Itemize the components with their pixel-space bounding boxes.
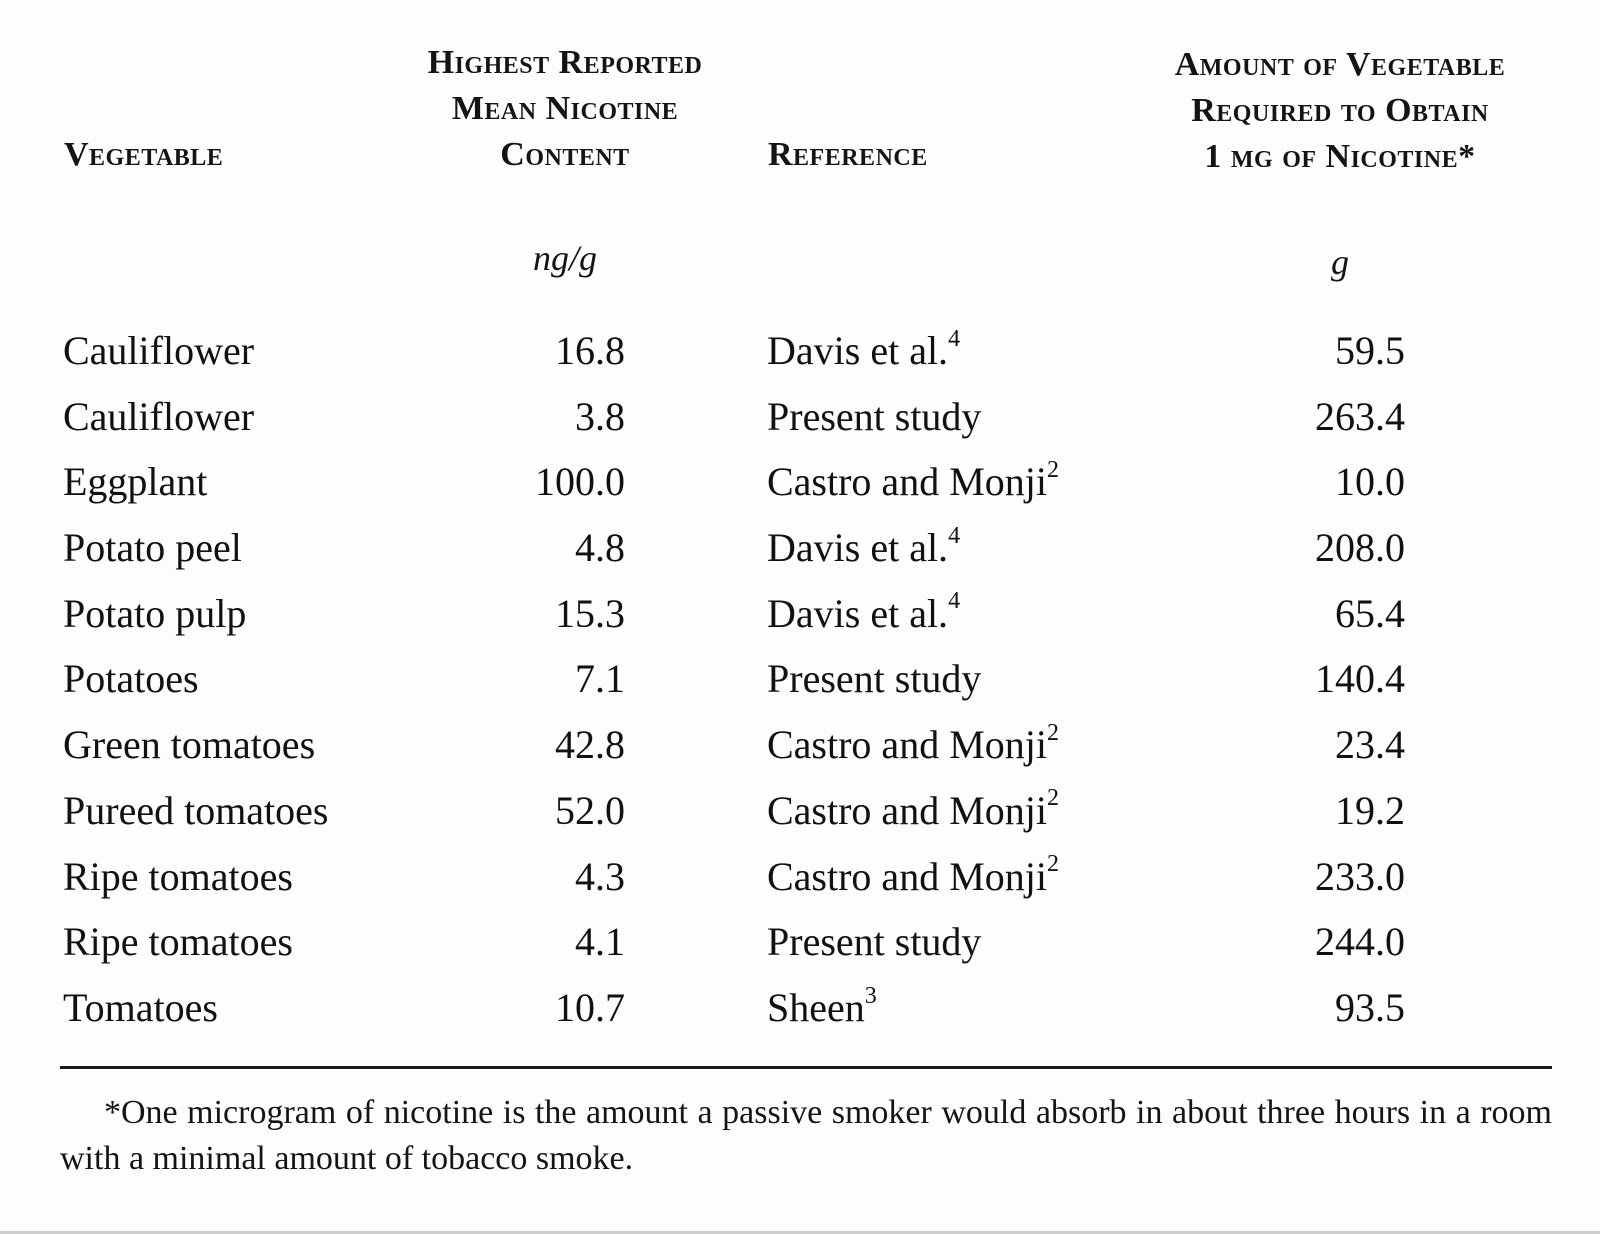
reference-footnote-number: 2 — [1046, 785, 1059, 812]
cell-amount-required: 263.4 — [1315, 393, 1405, 439]
reference-text: Davis et al. — [767, 328, 949, 373]
cell-reference — [767, 975, 877, 1041]
table-row — [0, 449, 1600, 515]
cell-reference — [767, 909, 981, 975]
reference-footnote-number: 2 — [1046, 719, 1059, 746]
reference-footnote-number: 4 — [948, 522, 961, 549]
reference-text: Castro and Monji — [767, 722, 1047, 768]
cell-nicotine-content: 4.1 — [575, 919, 625, 965]
unit-content: ng/g — [532, 238, 597, 278]
cell-nicotine-content: 52.0 — [555, 787, 625, 833]
reference-text: Davis et al. — [767, 525, 949, 571]
header-vegetable-line: Vegetable — [64, 136, 224, 173]
header-nicotine-content — [400, 40, 730, 178]
table-row — [0, 712, 1600, 778]
header-reference-line: Reference — [768, 136, 928, 173]
cell-amount-required: 233.0 — [1315, 853, 1405, 899]
table-row — [0, 318, 1600, 384]
table-row — [0, 581, 1600, 647]
cell-nicotine-content: 100.0 — [535, 459, 625, 505]
cell-vegetable: Potatoes — [63, 656, 199, 702]
reference-footnote-number: 2 — [1046, 457, 1059, 484]
cell-vegetable: Potato pulp — [63, 590, 247, 636]
cell-nicotine-content: 42.8 — [555, 722, 625, 768]
reference-footnote-number: 3 — [864, 982, 877, 1009]
cell-nicotine-content: 4.8 — [575, 525, 625, 571]
cell-nicotine-content: 15.3 — [555, 590, 625, 636]
cell-reference — [767, 581, 960, 647]
reference-footnote-number: 2 — [1046, 851, 1059, 878]
cell-reference — [767, 844, 1059, 910]
reference-text: Sheen — [767, 984, 865, 1030]
reference-text: Castro and Monji — [767, 787, 1047, 833]
cell-vegetable: Pureed tomatoes — [63, 787, 329, 833]
reference-text: Present study — [767, 919, 982, 965]
cell-vegetable: Ripe tomatoes — [63, 853, 293, 899]
header-content-line-3: Content — [500, 136, 630, 173]
cell-reference — [767, 449, 1059, 515]
header-amount-required — [1130, 42, 1550, 180]
reference-text: Castro and Monji — [767, 459, 1047, 505]
cell-nicotine-content: 3.8 — [575, 393, 625, 439]
reference-text: Present study — [767, 656, 982, 702]
cell-amount-required: 244.0 — [1315, 919, 1405, 965]
footnote: *One microgram of nicotine is the amount a passive smoker would absorb in about three hours in a room with a minimal amount of tobacco smoke. — [60, 1094, 1552, 1177]
header-content-line-1: Highest Reported — [427, 44, 703, 81]
table-row — [0, 844, 1600, 910]
reference-text: Davis et al. — [767, 590, 949, 636]
cell-amount-required: 208.0 — [1315, 525, 1405, 571]
cell-vegetable: Potato peel — [63, 525, 242, 571]
header-reference — [768, 132, 928, 178]
cell-nicotine-content: 16.8 — [555, 328, 625, 373]
table-row — [0, 646, 1600, 712]
cell-vegetable: Green tomatoes — [63, 722, 316, 768]
header-amount-line-3: 1 µg of Nicotine* — [1204, 138, 1476, 175]
cell-reference — [767, 515, 960, 581]
unit-amount: g — [1331, 242, 1349, 282]
header-amount-line-2: Required to Obtain — [1191, 92, 1489, 129]
cell-nicotine-content: 10.7 — [555, 984, 625, 1030]
cell-vegetable: Ripe tomatoes — [63, 919, 293, 965]
cell-nicotine-content: 7.1 — [575, 656, 625, 702]
cell-amount-required: 140.4 — [1315, 656, 1405, 702]
cell-amount-required: 93.5 — [1335, 984, 1405, 1030]
reference-text: Present study — [767, 393, 982, 439]
table-row — [0, 909, 1600, 975]
cell-reference — [767, 384, 981, 450]
cell-amount-required: 59.5 — [1335, 328, 1405, 373]
table-bottom-rule — [60, 1066, 1552, 1069]
cell-vegetable: Cauliflower — [63, 328, 255, 373]
header-amount-line-1: Amount of Vegetable — [1174, 46, 1506, 83]
cell-amount-required: 19.2 — [1335, 787, 1405, 833]
header-content-line-2: Mean Nicotine — [451, 90, 679, 127]
cell-vegetable: Eggplant — [63, 459, 208, 505]
cell-reference — [767, 712, 1059, 778]
reference-text: Castro and Monji — [767, 853, 1047, 899]
cell-amount-required: 65.4 — [1335, 590, 1405, 636]
header-vegetable — [64, 132, 223, 178]
table-row — [0, 778, 1600, 844]
cell-reference — [767, 318, 960, 384]
table-body — [0, 318, 1600, 1041]
cell-vegetable: Cauliflower — [63, 393, 255, 439]
table-row — [0, 975, 1600, 1041]
cell-amount-required: 23.4 — [1335, 722, 1405, 768]
reference-footnote-number: 4 — [948, 325, 961, 352]
reference-footnote-number: 4 — [948, 588, 961, 615]
cell-amount-required: 10.0 — [1335, 459, 1405, 505]
cell-vegetable: Tomatoes — [63, 984, 218, 1030]
cell-reference — [767, 646, 981, 712]
table-row — [0, 515, 1600, 581]
cell-nicotine-content: 4.3 — [575, 853, 625, 899]
cell-reference — [767, 778, 1059, 844]
table-row — [0, 384, 1600, 450]
